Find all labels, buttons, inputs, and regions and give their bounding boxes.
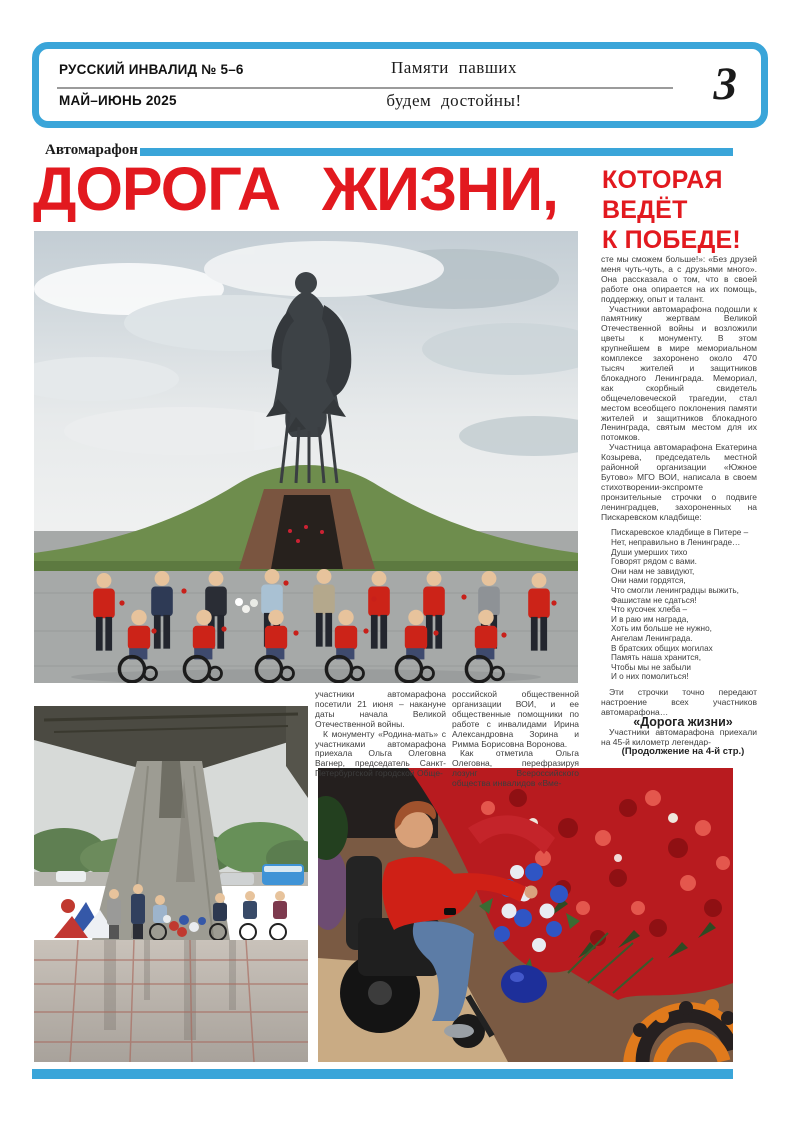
column-middle xyxy=(452,690,579,789)
paragraph: Как отметила Ольга Олеговна, перефразируя лозунг Всероссийского общества инвалидов «Вме- xyxy=(452,748,579,789)
slogan-line-2: будем достойны! xyxy=(386,91,522,110)
subsection-title: «Дорога жизни» xyxy=(633,714,733,729)
poem-line: Фашистам не сдаться! xyxy=(611,595,697,605)
poem-line: Память наша хранится, xyxy=(611,653,702,663)
paragraph: российской общественной организации ВОИ, и ее общественные помощники по работе с инвалидами Ирина Александровна Зорина и Римма Борисовна Воронова. xyxy=(452,689,579,749)
bottom-accent-bar xyxy=(32,1069,733,1079)
poem-line: Что кусочек хлеба – xyxy=(611,605,688,615)
poem-line: Ангелам Ленинграда. xyxy=(611,634,693,643)
poem-line: В братских общих могилах xyxy=(611,643,713,653)
poem-line: Чтобы мы не забыли xyxy=(611,662,691,672)
poem-line: Что смогли ленинградцы выжить, xyxy=(611,586,739,596)
poem-line: Хоть им больше не нужно, xyxy=(611,624,712,634)
slogan-line-1: Памяти павших xyxy=(390,58,518,77)
page-number: 3 xyxy=(713,58,737,110)
poem-line: Говорят рядом с вами. xyxy=(611,557,697,567)
masthead-date: МАЙ–ИЮНЬ 2025 xyxy=(59,93,177,108)
paragraph: участники автомарафона посетили 21 июня – накануне даты начала Великой Отечественной войны. xyxy=(315,689,446,729)
rzhev-memorial-group-photo xyxy=(34,231,578,683)
paragraph: Участники автомарафона подошли к памятнику жертвам Великой Отечественной войны и возложили цветы к монументу. В этом крупнейшем в мире мемориальном комплексе захоронено около 470 тысяч жителей и защитников блокадного Ленинграда. Мемориал, как скорбный свидетель общечеловеческой трагедии, стал местом всеобщего поклонения памяти жителей и защитников блокадного Ленинграда, святым местом для их потомков. xyxy=(601,303,757,443)
kicker-label: Автомарафон xyxy=(45,142,138,158)
wet-pavement xyxy=(34,940,308,1062)
column-right xyxy=(601,255,757,757)
paragraph: Участница автомарафона Екатерина Козырева, председатель местной районной организации «Южное Бутово» МГО ВОИ, написала в своем стихотворении-экспромте пронзительные строчки о подвиге ленинградцев, захороненных на Пискаревском кладбище: xyxy=(601,442,757,522)
masthead-title: РУССКИЙ ИНВАЛИД № 5–6 xyxy=(59,62,244,77)
headline-continuation-line: ВЕДЁТ xyxy=(602,196,688,224)
poem-line: Нет, неправильно в Ленинграде… xyxy=(611,538,741,548)
header-divider-rule xyxy=(57,87,673,89)
headline-continuation-line: КОТОРАЯ xyxy=(602,166,723,194)
poem xyxy=(611,528,757,682)
paragraph: Эти строчки точно передают настроение всех участников автомарафона… xyxy=(601,686,757,717)
poem-line: Пискаревское кладбище в Питере – xyxy=(611,528,749,538)
paragraph: Участники автомарафона приехали на 45-й километр легендар- xyxy=(601,726,757,747)
continuation-note: (Продолжение на 4-й стр.) xyxy=(621,746,745,758)
headline-continuation-line: К ПОБЕДЕ! xyxy=(602,226,741,254)
header-box xyxy=(32,42,768,128)
headline: ДОРОГА ЖИЗНИ, xyxy=(33,155,559,223)
poem-line: И в раю им награда, xyxy=(611,614,689,624)
poem-line: Они нам не завидуют, xyxy=(611,566,695,576)
victory-monument-wreath-photo xyxy=(34,706,308,1062)
flower-laying-photo xyxy=(318,768,733,1062)
paragraph: К монументу «Родина-мать» с участниками автомарафона приехала Ольга Олеговна Вагнер, председатель Санкт-Петербургской городской Обще- xyxy=(315,728,446,779)
column-left xyxy=(315,690,446,779)
poem-line: И о них помолиться! xyxy=(611,672,689,682)
poem-line: Души умерших тихо xyxy=(611,547,688,557)
paragraph: сте мы сможем больше!»: «Без друзей меня чуть-чуть, а с друзьями много». Она рассказала о том, что в своей работе она опирается на их помощь, поддержку, опыт и талант. xyxy=(601,254,757,304)
headline-continuation xyxy=(602,165,741,255)
poem-line: Они нами гордятся, xyxy=(611,576,686,586)
